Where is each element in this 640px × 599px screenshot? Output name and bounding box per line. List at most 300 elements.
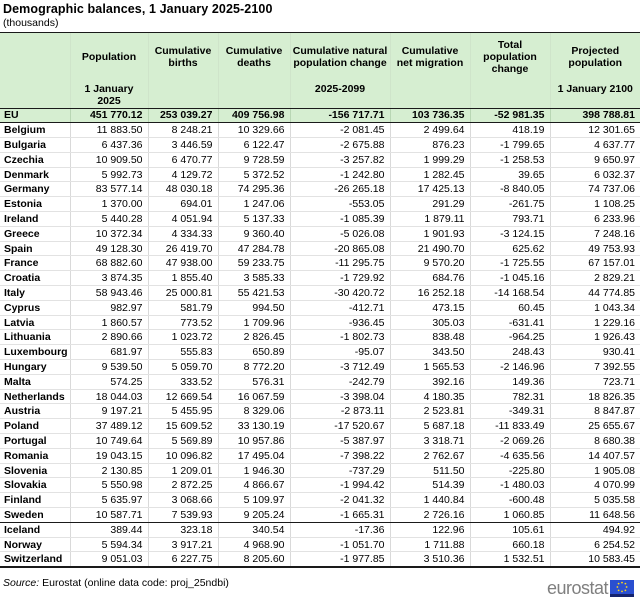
value-cell: -20 865.08: [290, 241, 390, 256]
value-cell: 1 060.85: [470, 508, 550, 523]
value-cell: 248.43: [470, 345, 550, 360]
value-cell: 11 648.56: [550, 508, 640, 523]
value-cell: -1 085.39: [290, 212, 390, 227]
value-cell: 68 882.60: [70, 256, 148, 271]
table-row: [0, 197, 640, 212]
value-cell: 48 030.18: [148, 182, 218, 197]
value-cell: 19 043.15: [70, 448, 148, 463]
value-cell: -1 045.16: [470, 271, 550, 286]
value-cell: 47 938.00: [148, 256, 218, 271]
value-cell: 9 728.59: [218, 152, 290, 167]
value-cell: 1 247.06: [218, 197, 290, 212]
value-cell: 1 565.53: [390, 360, 470, 375]
country-cell: Iceland: [0, 522, 70, 537]
table-row: [0, 360, 640, 375]
value-cell: 392.16: [390, 374, 470, 389]
value-cell: 994.50: [218, 300, 290, 315]
value-cell: 74 737.06: [550, 182, 640, 197]
value-cell: 8 772.20: [218, 360, 290, 375]
value-cell: 576.31: [218, 374, 290, 389]
table-row: [0, 271, 640, 286]
value-cell: -4 635.56: [470, 448, 550, 463]
value-cell: -1 725.55: [470, 256, 550, 271]
value-cell: -1 665.31: [290, 508, 390, 523]
value-cell: 555.83: [148, 345, 218, 360]
country-cell: Germany: [0, 182, 70, 197]
value-cell: -5 387.97: [290, 434, 390, 449]
value-cell: 3 318.71: [390, 434, 470, 449]
country-cell: EU: [0, 108, 70, 123]
value-cell: 25 000.81: [148, 286, 218, 301]
subheader-date-2025: 1 January 2025: [70, 82, 148, 109]
table-row: [0, 448, 640, 463]
table-body: [0, 108, 640, 567]
country-cell: Estonia: [0, 197, 70, 212]
country-cell: Netherlands: [0, 389, 70, 404]
value-cell: 291.29: [390, 197, 470, 212]
column-header-population: Population: [70, 33, 148, 82]
value-cell: 37 489.12: [70, 419, 148, 434]
value-cell: -2 675.88: [290, 138, 390, 153]
value-cell: 5 992.73: [70, 167, 148, 182]
column-header-country: [0, 33, 70, 82]
value-cell: 681.97: [70, 345, 148, 360]
value-cell: 398 788.81: [550, 108, 640, 123]
table-row: [0, 463, 640, 478]
value-cell: 323.18: [148, 522, 218, 537]
value-cell: -1 242.80: [290, 167, 390, 182]
value-cell: -2 081.45: [290, 123, 390, 138]
value-cell: 494.92: [550, 522, 640, 537]
value-cell: 2 499.64: [390, 123, 470, 138]
value-cell: -1 802.73: [290, 330, 390, 345]
value-cell: 451 770.12: [70, 108, 148, 123]
value-cell: 723.71: [550, 374, 640, 389]
country-cell: Belgium: [0, 123, 70, 138]
country-cell: Malta: [0, 374, 70, 389]
value-cell: 930.41: [550, 345, 640, 360]
value-cell: 12 301.65: [550, 123, 640, 138]
value-cell: -2 041.32: [290, 493, 390, 508]
column-header-projected-population: Projected population: [550, 33, 640, 82]
table-row: [0, 123, 640, 138]
value-cell: -5 026.08: [290, 226, 390, 241]
table-row: [0, 508, 640, 523]
value-cell: -30 420.72: [290, 286, 390, 301]
value-cell: 773.52: [148, 315, 218, 330]
value-cell: -156 717.71: [290, 108, 390, 123]
subheader-row: [0, 82, 640, 109]
value-cell: 3 068.66: [148, 493, 218, 508]
table-row: [0, 108, 640, 123]
value-cell: 10 749.64: [70, 434, 148, 449]
value-cell: 17 495.04: [218, 448, 290, 463]
value-cell: 5 594.34: [70, 537, 148, 552]
value-cell: 6 032.37: [550, 167, 640, 182]
country-cell: Czechia: [0, 152, 70, 167]
value-cell: 10 909.50: [70, 152, 148, 167]
value-cell: 389.44: [70, 522, 148, 537]
value-cell: 8 248.21: [148, 123, 218, 138]
value-cell: -3 712.49: [290, 360, 390, 375]
value-cell: 59 233.75: [218, 256, 290, 271]
country-cell: Hungary: [0, 360, 70, 375]
value-cell: 1 855.40: [148, 271, 218, 286]
value-cell: -1 799.65: [470, 138, 550, 153]
value-cell: -11 833.49: [470, 419, 550, 434]
subheader-blank: [218, 82, 290, 109]
header-row: [0, 33, 640, 82]
country-cell: Slovakia: [0, 478, 70, 493]
value-cell: -2 069.26: [470, 434, 550, 449]
table-row: [0, 434, 640, 449]
value-cell: 6 254.52: [550, 537, 640, 552]
value-cell: 9 360.40: [218, 226, 290, 241]
value-cell: 3 446.59: [148, 138, 218, 153]
value-cell: 12 669.54: [148, 389, 218, 404]
value-cell: -936.45: [290, 315, 390, 330]
value-cell: -1 729.92: [290, 271, 390, 286]
value-cell: 574.25: [70, 374, 148, 389]
value-cell: 9 205.24: [218, 508, 290, 523]
value-cell: 9 051.03: [70, 552, 148, 567]
country-cell: Finland: [0, 493, 70, 508]
value-cell: -631.41: [470, 315, 550, 330]
value-cell: 5 059.70: [148, 360, 218, 375]
country-cell: Austria: [0, 404, 70, 419]
value-cell: 4 334.33: [148, 226, 218, 241]
value-cell: 1 709.96: [218, 315, 290, 330]
value-cell: 473.15: [390, 300, 470, 315]
eu-flag-icon: [610, 580, 634, 597]
value-cell: 5 372.52: [218, 167, 290, 182]
value-cell: 1 711.88: [390, 537, 470, 552]
source-text: Eurostat (online data code: proj_25ndbi): [39, 576, 229, 589]
value-cell: -1 994.42: [290, 478, 390, 493]
value-cell: 18 826.35: [550, 389, 640, 404]
value-cell: -3 398.04: [290, 389, 390, 404]
country-cell: Bulgaria: [0, 138, 70, 153]
subheader-period: 2025-2099: [290, 82, 390, 109]
value-cell: 793.71: [470, 212, 550, 227]
value-cell: 105.61: [470, 522, 550, 537]
value-cell: -600.48: [470, 493, 550, 508]
value-cell: 5 440.28: [70, 212, 148, 227]
country-cell: Denmark: [0, 167, 70, 182]
value-cell: 2 726.16: [390, 508, 470, 523]
value-cell: 58 943.46: [70, 286, 148, 301]
value-cell: -1 051.70: [290, 537, 390, 552]
value-cell: -553.05: [290, 197, 390, 212]
value-cell: 1 370.00: [70, 197, 148, 212]
value-cell: 1 209.01: [148, 463, 218, 478]
table-row: [0, 345, 640, 360]
value-cell: 4 866.67: [218, 478, 290, 493]
value-cell: -95.07: [290, 345, 390, 360]
value-cell: 2 130.85: [70, 463, 148, 478]
value-cell: 74 295.36: [218, 182, 290, 197]
value-cell: 1 999.29: [390, 152, 470, 167]
value-cell: 49 128.30: [70, 241, 148, 256]
value-cell: 418.19: [470, 123, 550, 138]
table-row: [0, 552, 640, 567]
country-cell: Cyprus: [0, 300, 70, 315]
country-cell: Italy: [0, 286, 70, 301]
value-cell: 625.62: [470, 241, 550, 256]
value-cell: -1 258.53: [470, 152, 550, 167]
table-header: [0, 33, 640, 109]
column-header-natural-change: Cumulative natural population change: [290, 33, 390, 82]
value-cell: 14 407.57: [550, 448, 640, 463]
value-cell: -964.25: [470, 330, 550, 345]
value-cell: 650.89: [218, 345, 290, 360]
country-cell: Lithuania: [0, 330, 70, 345]
value-cell: -1 977.85: [290, 552, 390, 567]
value-cell: 10 372.34: [70, 226, 148, 241]
value-cell: 10 587.71: [70, 508, 148, 523]
value-cell: 1 532.51: [470, 552, 550, 567]
value-cell: 10 583.45: [550, 552, 640, 567]
value-cell: 44 774.85: [550, 286, 640, 301]
value-cell: -2 873.11: [290, 404, 390, 419]
value-cell: 8 329.06: [218, 404, 290, 419]
country-cell: Greece: [0, 226, 70, 241]
page-title: Demographic balances, 1 January 2025-2100: [3, 2, 273, 16]
value-cell: 1 229.16: [550, 315, 640, 330]
value-cell: -11 295.75: [290, 256, 390, 271]
value-cell: 876.23: [390, 138, 470, 153]
units-label: (thousands): [3, 17, 59, 29]
country-cell: Ireland: [0, 212, 70, 227]
value-cell: 8 680.38: [550, 434, 640, 449]
value-cell: 21 490.70: [390, 241, 470, 256]
country-cell: Norway: [0, 537, 70, 552]
value-cell: -26 265.18: [290, 182, 390, 197]
eurostat-logo-text: eurostat: [546, 578, 608, 598]
value-cell: 4 637.77: [550, 138, 640, 153]
country-cell: Romania: [0, 448, 70, 463]
value-cell: 4 129.72: [148, 167, 218, 182]
country-cell: Portugal: [0, 434, 70, 449]
value-cell: 5 687.18: [390, 419, 470, 434]
table-row: [0, 315, 640, 330]
country-cell: Luxembourg: [0, 345, 70, 360]
value-cell: 1 440.84: [390, 493, 470, 508]
table-row: [0, 167, 640, 182]
table-row: [0, 286, 640, 301]
value-cell: 3 917.21: [148, 537, 218, 552]
value-cell: 2 826.45: [218, 330, 290, 345]
value-cell: -52 981.35: [470, 108, 550, 123]
value-cell: 1 901.93: [390, 226, 470, 241]
subheader-blank: [148, 82, 218, 109]
value-cell: -1 480.03: [470, 478, 550, 493]
value-cell: 11 883.50: [70, 123, 148, 138]
table-row: [0, 419, 640, 434]
value-cell: 6 227.75: [148, 552, 218, 567]
value-cell: -3 124.15: [470, 226, 550, 241]
value-cell: 305.03: [390, 315, 470, 330]
value-cell: 1 108.25: [550, 197, 640, 212]
value-cell: 2 872.25: [148, 478, 218, 493]
value-cell: 33 130.19: [218, 419, 290, 434]
table-row: [0, 241, 640, 256]
value-cell: 6 437.36: [70, 138, 148, 153]
value-cell: 4 968.90: [218, 537, 290, 552]
value-cell: -349.31: [470, 404, 550, 419]
value-cell: 60.45: [470, 300, 550, 315]
table-row: [0, 389, 640, 404]
value-cell: 5 569.89: [148, 434, 218, 449]
value-cell: 3 585.33: [218, 271, 290, 286]
value-cell: 581.79: [148, 300, 218, 315]
value-cell: 9 650.97: [550, 152, 640, 167]
value-cell: 343.50: [390, 345, 470, 360]
value-cell: 253 039.27: [148, 108, 218, 123]
table-row: [0, 300, 640, 315]
value-cell: 2 829.21: [550, 271, 640, 286]
value-cell: 8 205.60: [218, 552, 290, 567]
source-label: Source:: [3, 576, 40, 589]
value-cell: 409 756.98: [218, 108, 290, 123]
value-cell: 340.54: [218, 522, 290, 537]
value-cell: 6 122.47: [218, 138, 290, 153]
table-row: [0, 182, 640, 197]
column-header-cumulative-births: Cumulative births: [148, 33, 218, 82]
table-row: [0, 138, 640, 153]
value-cell: 2 890.66: [70, 330, 148, 345]
value-cell: 7 539.93: [148, 508, 218, 523]
value-cell: -17 520.67: [290, 419, 390, 434]
value-cell: 660.18: [470, 537, 550, 552]
demographic-balances-table: [0, 32, 640, 568]
value-cell: 333.52: [148, 374, 218, 389]
value-cell: 5 035.58: [550, 493, 640, 508]
value-cell: 511.50: [390, 463, 470, 478]
value-cell: 10 329.66: [218, 123, 290, 138]
subheader-blank: [470, 82, 550, 109]
column-header-cumulative-deaths: Cumulative deaths: [218, 33, 290, 82]
value-cell: 16 067.59: [218, 389, 290, 404]
value-cell: 838.48: [390, 330, 470, 345]
value-cell: 1 879.11: [390, 212, 470, 227]
value-cell: -242.79: [290, 374, 390, 389]
column-header-net-migration: Cumulative net migration: [390, 33, 470, 82]
value-cell: 514.39: [390, 478, 470, 493]
table-row: [0, 212, 640, 227]
country-cell: Slovenia: [0, 463, 70, 478]
value-cell: 55 421.53: [218, 286, 290, 301]
value-cell: 25 655.67: [550, 419, 640, 434]
value-cell: 7 248.16: [550, 226, 640, 241]
value-cell: 9 197.21: [70, 404, 148, 419]
value-cell: 8 847.87: [550, 404, 640, 419]
value-cell: 782.31: [470, 389, 550, 404]
country-cell: Sweden: [0, 508, 70, 523]
value-cell: 10 957.86: [218, 434, 290, 449]
subheader-blank: [0, 82, 70, 109]
value-cell: 1 043.34: [550, 300, 640, 315]
table-row: [0, 374, 640, 389]
subheader-blank: [390, 82, 470, 109]
value-cell: 694.01: [148, 197, 218, 212]
value-cell: 18 044.03: [70, 389, 148, 404]
value-cell: 4 070.99: [550, 478, 640, 493]
eurostat-logo: [547, 579, 634, 597]
value-cell: -737.29: [290, 463, 390, 478]
value-cell: 47 284.78: [218, 241, 290, 256]
value-cell: -8 840.05: [470, 182, 550, 197]
value-cell: -3 257.82: [290, 152, 390, 167]
value-cell: -2 146.96: [470, 360, 550, 375]
table-row: [0, 493, 640, 508]
country-cell: Spain: [0, 241, 70, 256]
country-cell: Latvia: [0, 315, 70, 330]
value-cell: 39.65: [470, 167, 550, 182]
column-header-total-change: Total population change: [470, 33, 550, 82]
value-cell: 4 051.94: [148, 212, 218, 227]
value-cell: -412.71: [290, 300, 390, 315]
value-cell: 1 282.45: [390, 167, 470, 182]
table-row: [0, 256, 640, 271]
value-cell: 3 510.36: [390, 552, 470, 567]
value-cell: 5 455.95: [148, 404, 218, 419]
country-cell: Poland: [0, 419, 70, 434]
value-cell: 49 753.93: [550, 241, 640, 256]
value-cell: -7 398.22: [290, 448, 390, 463]
value-cell: -225.80: [470, 463, 550, 478]
value-cell: 1 023.72: [148, 330, 218, 345]
value-cell: 1 905.08: [550, 463, 640, 478]
source-line: [3, 577, 640, 589]
value-cell: 15 609.52: [148, 419, 218, 434]
value-cell: 2 523.81: [390, 404, 470, 419]
value-cell: 684.76: [390, 271, 470, 286]
country-cell: France: [0, 256, 70, 271]
value-cell: 1 946.30: [218, 463, 290, 478]
value-cell: 5 109.97: [218, 493, 290, 508]
table-row: [0, 226, 640, 241]
value-cell: 1 926.43: [550, 330, 640, 345]
subheader-date-2100: 1 January 2100: [550, 82, 640, 109]
value-cell: 5 635.97: [70, 493, 148, 508]
value-cell: 9 570.20: [390, 256, 470, 271]
table-row: [0, 152, 640, 167]
value-cell: 67 157.01: [550, 256, 640, 271]
value-cell: 10 096.82: [148, 448, 218, 463]
value-cell: 83 577.14: [70, 182, 148, 197]
value-cell: 9 539.50: [70, 360, 148, 375]
value-cell: 149.36: [470, 374, 550, 389]
value-cell: -14 168.54: [470, 286, 550, 301]
table-row: [0, 522, 640, 537]
country-cell: Croatia: [0, 271, 70, 286]
value-cell: 6 233.96: [550, 212, 640, 227]
value-cell: 5 137.33: [218, 212, 290, 227]
value-cell: 7 392.55: [550, 360, 640, 375]
value-cell: 103 736.35: [390, 108, 470, 123]
country-cell: Switzerland: [0, 552, 70, 567]
value-cell: 16 252.18: [390, 286, 470, 301]
table-row: [0, 478, 640, 493]
value-cell: 26 419.70: [148, 241, 218, 256]
value-cell: 982.97: [70, 300, 148, 315]
table-row: [0, 404, 640, 419]
value-cell: 122.96: [390, 522, 470, 537]
value-cell: 4 180.35: [390, 389, 470, 404]
value-cell: 5 550.98: [70, 478, 148, 493]
value-cell: 2 762.67: [390, 448, 470, 463]
